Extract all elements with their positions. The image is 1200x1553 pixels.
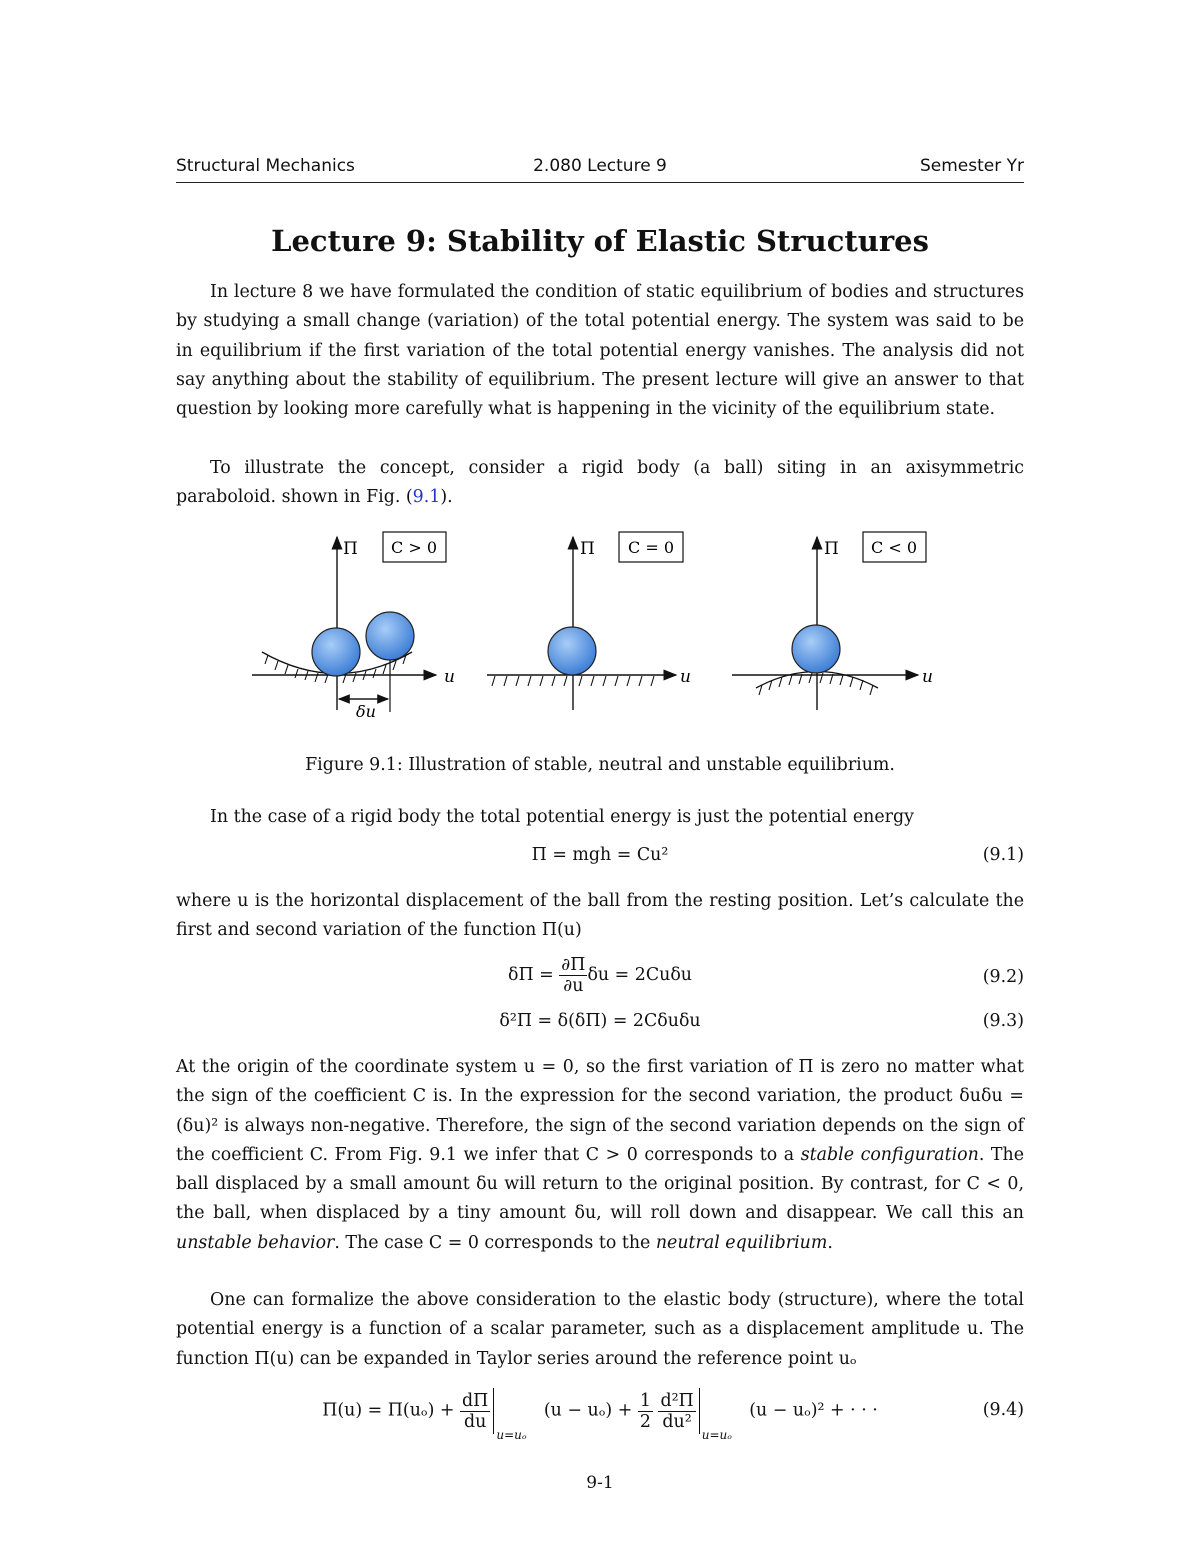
page-title: Lecture 9: Stability of Elastic Structures (271, 224, 929, 258)
intro-paragraph: In lecture 8 we have formulated the condition of static equilibrium of bodies and structures by studying a small change (variation) of the total potential energy. The system was said to be in equilibrium if the first variation of the total potential energy vanishes. The analysis did not say anything about the stability of equilibrium. The present lecture will give an answer to that question by looking more carefully what is happening in the vicinity of the equilibrium state. (176, 282, 1024, 420)
condition-label: C = 0 (628, 538, 674, 557)
ball (548, 627, 596, 675)
figure-caption: Figure 9.1: Illustration of stable, neutral and unstable equilibrium. (305, 755, 895, 775)
panel-stable (252, 532, 455, 721)
condition-label: C < 0 (871, 538, 917, 557)
ball-displaced (366, 612, 414, 660)
header-course: Structural Mechanics (176, 156, 355, 176)
u-axis-label: u (922, 667, 933, 687)
hatching (759, 673, 873, 695)
stable-term: stable configuration (800, 1144, 979, 1165)
panel-neutral (487, 532, 691, 710)
header-semester: Semester Yr (919, 156, 1024, 176)
pi-axis-label: Π (824, 539, 839, 559)
illustration-paragraph: To illustrate the concept, consider a rigid body (a ball) siting in an axisymmetric paraboloid. shown in Fig. (9.1). (176, 458, 1024, 508)
u-axis-label: u (680, 667, 691, 687)
equation-body: δ²Π = δ(δΠ) = 2Cδuδu (499, 1011, 701, 1031)
condition-label: C > 0 (391, 538, 437, 557)
delta-u-label: δu (356, 702, 376, 721)
rigid-body-paragraph: In the case of a rigid body the total potential energy is just the potential energy (210, 807, 914, 827)
equation-number: (9.2) (982, 967, 1024, 987)
equation-9-3 (176, 1011, 1024, 1051)
header-lecture: 2.080 Lecture 9 (533, 156, 667, 176)
unstable-term: unstable behavior (176, 1232, 335, 1253)
pi-axis-label: Π (580, 539, 595, 559)
equation-body: Π = mgh = Cu² (531, 845, 669, 865)
equation-number: (9.1) (982, 845, 1024, 865)
displacement-paragraph: where u is the horizontal displacement of the ball from the resting position. Let’s calculate the first and second variation of the function Π(u) (176, 891, 1024, 941)
figure-reference-link[interactable]: 9.1 (412, 487, 441, 508)
ball (312, 628, 360, 676)
page-number: 9-1 (586, 1473, 614, 1493)
pi-axis-label: Π (343, 539, 358, 559)
taylor-paragraph: One can formalize the above consideration to the elastic body (structure), where the total potential energy is a function of a scalar parameter, such as a displacement amplitude u. The function Π(u) can be expanded in Taylor series around the reference point uₒ (176, 1290, 1024, 1369)
u-axis-label: u (444, 667, 455, 687)
equation-9-2: δΠ = $\frac{\partial\Pi}{\partial u}$ δu = 2Cuδu (9.2) (508, 955, 1024, 996)
equation-number: (9.4) (982, 1400, 1024, 1420)
partial-fraction: $\frac{\partial\Pi}{\partial u}$ (561, 955, 586, 996)
equation-9-4: Π(u) = Π(uₒ) + $\frac{d\Pi}{du}$ u=uₒ (u − uₒ) + $\frac{1}{2}$ $\frac{\text{d²Π}}{\text{du²}}$ u=uₒ (u − uₒ)² + · · · (9.4) (176, 1388, 1024, 1448)
neutral-term: neutral equilibrium (655, 1232, 828, 1253)
ball (792, 625, 840, 673)
panel-unstable (732, 532, 933, 710)
stability-paragraph: At the origin of the coordinate system u = 0, so the first variation of Π is zero no matter what the sign of the coefficient C is. In the expression for the second variation, the product δuδu = (δu)² is always non-negative. Therefore, the sign of the second variation depends on the sign of the coefficient C. From Fig. 9.1 we infer that C > 0 corresponds to a stable configuration. The ball displaced by a small amount δu will return to the original position. By contrast, for C < 0, the ball, when displaced by a tiny amount δu, will roll down and disappear. We call this an unstable behavior. The case C = 0 corresponds to the neutral equilibrium. (176, 1057, 1025, 1253)
equation-9-1 (176, 845, 1024, 885)
equation-number: (9.3) (982, 1011, 1024, 1031)
